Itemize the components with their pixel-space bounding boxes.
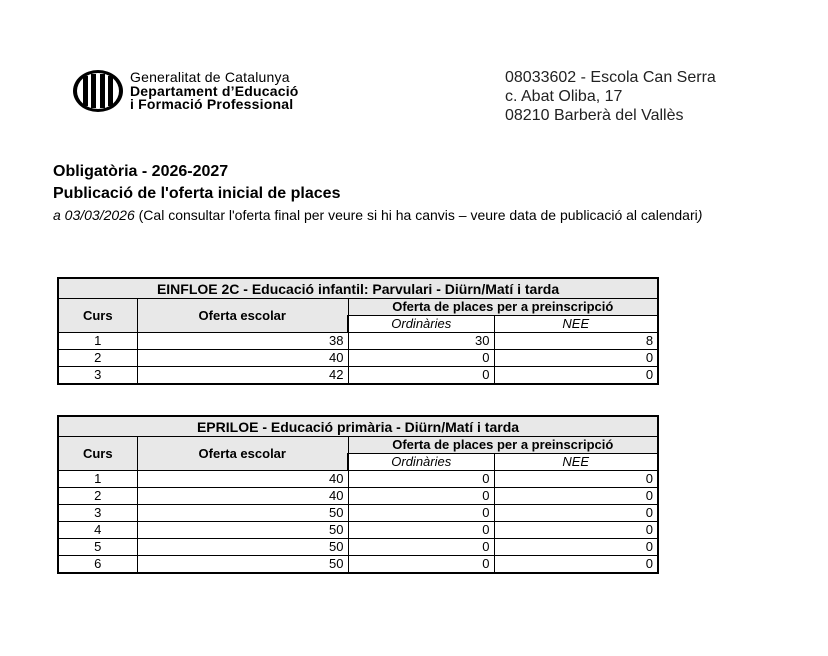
cell-curs: 3 bbox=[58, 367, 137, 385]
cell-nee: 0 bbox=[494, 505, 658, 522]
cell-ordinaries: 0 bbox=[348, 539, 494, 556]
cell-ordinaries: 0 bbox=[348, 350, 494, 367]
cell-ordinaries: 0 bbox=[348, 556, 494, 574]
cell-oferta: 42 bbox=[137, 367, 348, 385]
col-header-oferta-escolar: Oferta escolar bbox=[137, 299, 348, 333]
cell-oferta: 50 bbox=[137, 556, 348, 574]
cell-nee: 8 bbox=[494, 333, 658, 350]
cell-ordinaries: 0 bbox=[348, 367, 494, 385]
offer-table-infantil bbox=[57, 277, 659, 385]
cell-oferta: 50 bbox=[137, 522, 348, 539]
cell-curs: 4 bbox=[58, 522, 137, 539]
table-row bbox=[58, 350, 658, 367]
table-row bbox=[58, 333, 658, 350]
cell-oferta: 50 bbox=[137, 505, 348, 522]
col-header-preinscripcio: Oferta de places per a preinscripció bbox=[348, 299, 658, 316]
cell-nee: 0 bbox=[494, 556, 658, 574]
cell-ordinaries: 0 bbox=[348, 488, 494, 505]
page-subtitle: Publicació de l'oferta inicial de places bbox=[53, 185, 341, 202]
cell-curs: 1 bbox=[58, 471, 137, 488]
cell-curs: 2 bbox=[58, 350, 137, 367]
cell-oferta: 38 bbox=[137, 333, 348, 350]
cell-oferta: 40 bbox=[137, 488, 348, 505]
cell-nee: 0 bbox=[494, 367, 658, 385]
cell-nee: 0 bbox=[494, 350, 658, 367]
col-header-nee: NEE bbox=[494, 316, 658, 333]
org-line-3: i Formació Professional bbox=[130, 96, 294, 112]
cell-oferta: 50 bbox=[137, 539, 348, 556]
cell-nee: 0 bbox=[494, 488, 658, 505]
col-header-preinscripcio: Oferta de places per a preinscripció bbox=[348, 437, 658, 454]
col-header-curs: Curs bbox=[58, 299, 137, 333]
offer-table-primaria bbox=[57, 415, 659, 574]
cell-nee: 0 bbox=[494, 539, 658, 556]
publication-note-end: ) bbox=[697, 207, 703, 223]
page-title: Obligatòria - 2026-2027 bbox=[53, 163, 229, 180]
cell-oferta: 40 bbox=[137, 471, 348, 488]
cell-ordinaries: 30 bbox=[348, 333, 494, 350]
cell-nee: 0 bbox=[494, 522, 658, 539]
col-header-oferta-escolar: Oferta escolar bbox=[137, 437, 348, 471]
org-line-2: Departament d’Educació bbox=[130, 82, 299, 99]
cell-ordinaries: 0 bbox=[348, 471, 494, 488]
cell-curs: 1 bbox=[58, 333, 137, 350]
publication-note-text: (Cal consultar l'oferta final per veure si hi ha canvis – veure data de publicació al calendari bbox=[134, 207, 698, 223]
cell-oferta: 40 bbox=[137, 350, 348, 367]
cell-curs: 5 bbox=[58, 539, 137, 556]
org-line-1: Generalitat de Catalunya bbox=[130, 69, 290, 85]
table-caption: EPRILOE - Educació primària - Diürn/Matí i tarda bbox=[58, 416, 658, 437]
school-street: c. Abat Oliba, 17 bbox=[505, 88, 623, 105]
cell-curs: 3 bbox=[58, 505, 137, 522]
col-header-curs: Curs bbox=[58, 437, 137, 471]
table-row bbox=[58, 505, 658, 522]
table-row bbox=[58, 522, 658, 539]
cell-ordinaries: 0 bbox=[348, 522, 494, 539]
col-header-ordinaries: Ordinàries bbox=[348, 454, 494, 471]
col-header-ordinaries: Ordinàries bbox=[348, 316, 494, 333]
table-row bbox=[58, 539, 658, 556]
cell-ordinaries: 0 bbox=[348, 505, 494, 522]
table-row bbox=[58, 556, 658, 574]
organization-name bbox=[130, 71, 299, 112]
cell-curs: 2 bbox=[58, 488, 137, 505]
school-address bbox=[505, 68, 716, 125]
cell-nee: 0 bbox=[494, 471, 658, 488]
col-header-nee: NEE bbox=[494, 454, 658, 471]
table-caption: EINFLOE 2C - Educació infantil: Parvulari - Diürn/Matí i tarda bbox=[58, 278, 658, 299]
publication-note bbox=[53, 207, 702, 223]
school-name: 08033602 - Escola Can Serra bbox=[505, 69, 716, 86]
school-city: 08210 Barberà del Vallès bbox=[505, 107, 684, 124]
table-row bbox=[58, 471, 658, 488]
generalitat-emblem-icon bbox=[72, 69, 124, 113]
table-row bbox=[58, 488, 658, 505]
table-row bbox=[58, 367, 658, 385]
publication-date: a 03/03/2026 bbox=[53, 207, 135, 223]
cell-curs: 6 bbox=[58, 556, 137, 574]
